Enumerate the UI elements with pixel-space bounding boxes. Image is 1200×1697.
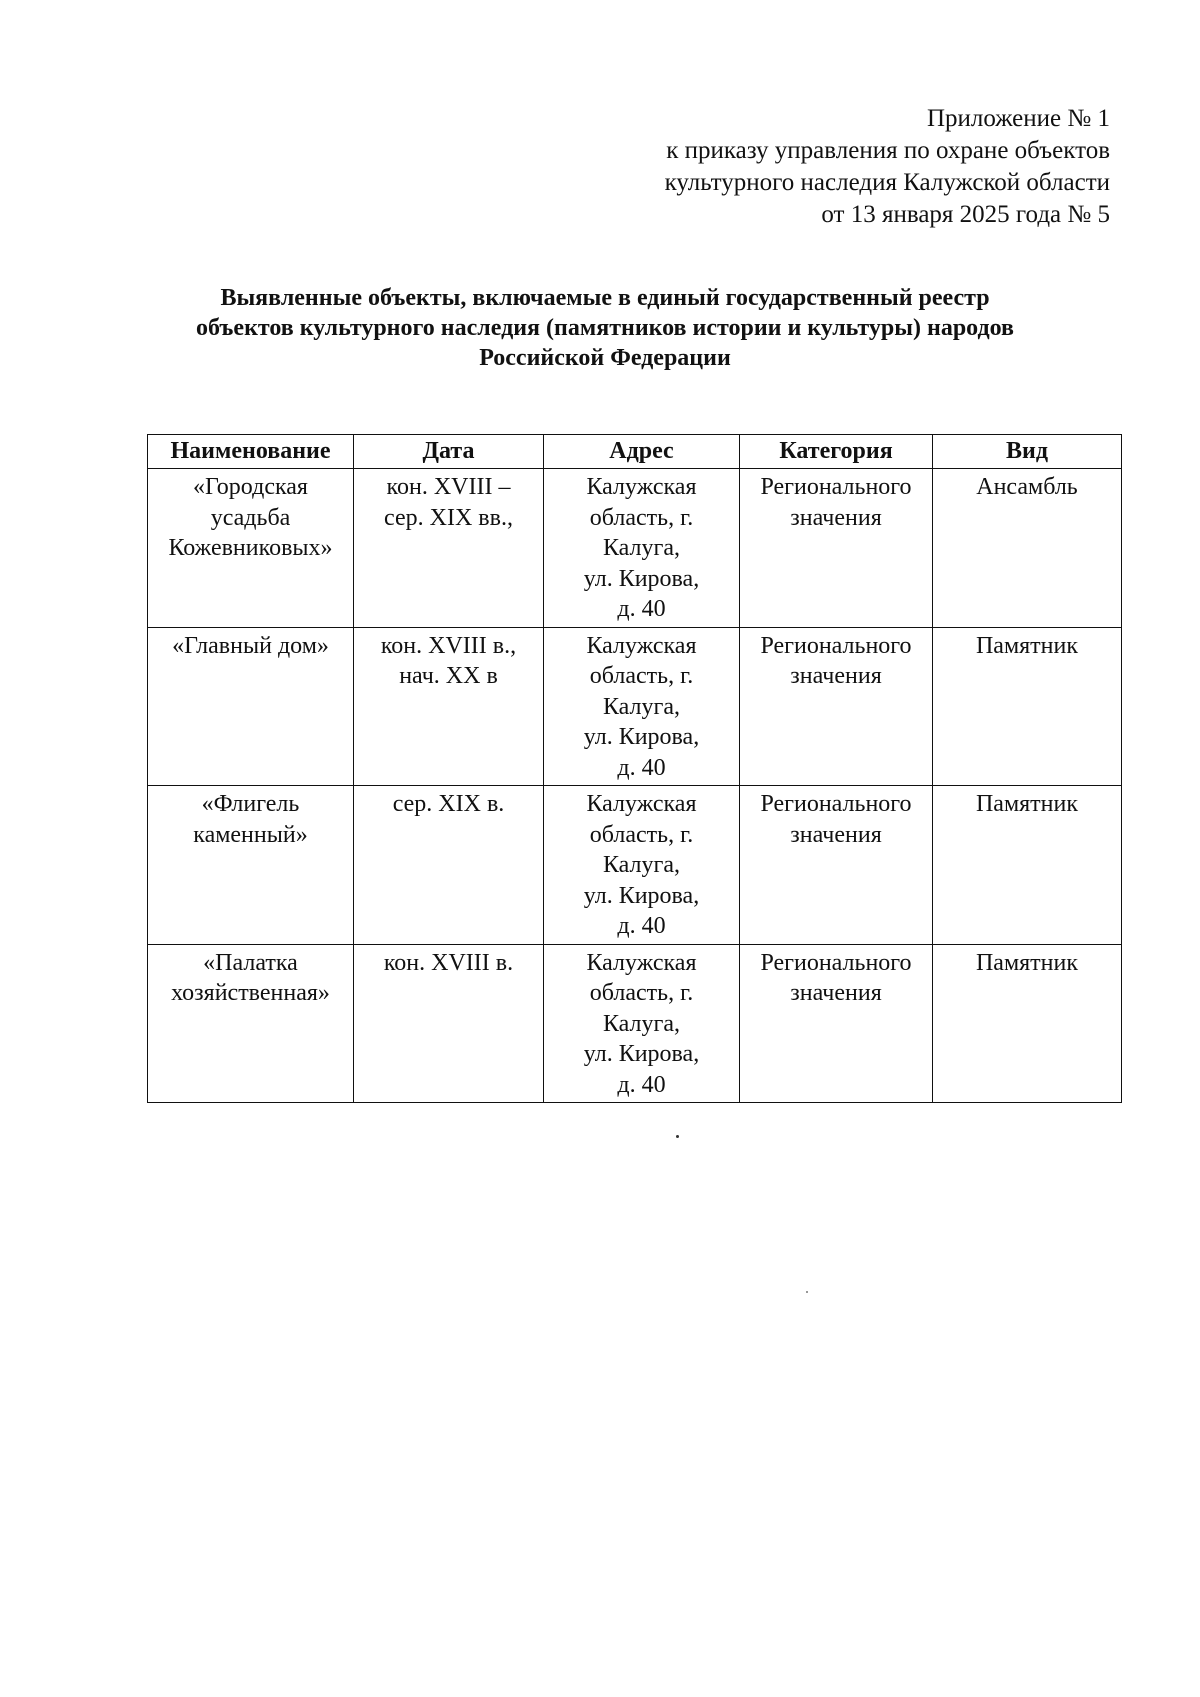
- cell-name: [148, 944, 354, 1103]
- cell-line: Памятник: [975, 632, 1079, 659]
- cell-line: «Палатка: [203, 949, 298, 976]
- appendix-date: от 13 января 2025 года № 5: [821, 201, 1110, 228]
- cell-date: [354, 944, 544, 1103]
- cell-line: «Главный дом»: [172, 632, 329, 659]
- table-row: [148, 786, 1122, 945]
- cell-date: [354, 469, 544, 628]
- appendix-order-ref: к приказу управления по охране объектов: [666, 137, 1110, 164]
- cell-line: Ансамбль: [976, 474, 1078, 500]
- column-header-address: Адрес: [544, 435, 740, 469]
- appendix-number: Приложение № 1: [926, 105, 1110, 132]
- cell-category: [740, 786, 933, 945]
- cell-line: значения: [790, 504, 882, 531]
- cell-kind: [933, 786, 1122, 945]
- cell-line: д. 40: [617, 596, 666, 622]
- scan-speck: [806, 1291, 808, 1293]
- cell-line: Калуга,: [602, 535, 681, 561]
- cell-kind: [933, 944, 1122, 1103]
- cell-line: сер. XIX в.: [392, 791, 505, 817]
- cell-address: [544, 627, 740, 786]
- scan-speck: [676, 1135, 679, 1138]
- table-row: [148, 944, 1122, 1103]
- document-title: [140, 283, 1070, 373]
- cell-line: Кожевниковых»: [168, 535, 333, 561]
- cell-line: значения: [790, 663, 882, 689]
- cell-line: д. 40: [617, 1071, 666, 1098]
- table-header-row: [148, 435, 1122, 469]
- cell-line: Калужская: [586, 791, 697, 817]
- cell-line: область, г.: [589, 821, 694, 848]
- cell-line: значения: [790, 980, 882, 1006]
- cell-line: хозяйственная»: [171, 980, 330, 1006]
- cell-line: Регионального: [760, 632, 912, 659]
- column-header-date: Дата: [354, 435, 544, 469]
- cell-name: [148, 469, 354, 628]
- table-row: [148, 469, 1122, 628]
- cell-address: [544, 944, 740, 1103]
- cell-line: Регионального: [760, 791, 912, 817]
- cell-line: кон. XVIII в.,: [380, 632, 517, 659]
- cell-line: Регионального: [760, 949, 912, 976]
- cell-line: «Городская: [193, 474, 308, 500]
- cell-address: [544, 786, 740, 945]
- cell-line: ул. Кирова,: [583, 724, 700, 750]
- column-header-category: Категория: [740, 435, 933, 469]
- document-title-line: объектов культурного наследия (памятников истории и культуры) народов: [196, 315, 1014, 341]
- cell-line: Памятник: [975, 791, 1079, 817]
- cell-name: [148, 786, 354, 945]
- cell-line: нач. XX в: [399, 663, 498, 689]
- cell-line: Регионального: [760, 474, 912, 500]
- heritage-objects-table: [147, 434, 1122, 1103]
- cell-line: Калужская: [586, 632, 697, 659]
- column-header-name: Наименование: [148, 435, 354, 469]
- cell-line: кон. XVIII в.: [383, 949, 514, 976]
- cell-line: Калужская: [586, 474, 697, 500]
- cell-address: [544, 469, 740, 628]
- cell-kind: [933, 627, 1122, 786]
- cell-line: каменный»: [193, 821, 308, 848]
- cell-category: [740, 469, 933, 628]
- document-title-line: Российской Федерации: [479, 345, 731, 371]
- cell-date: [354, 627, 544, 786]
- cell-line: кон. XVIII –: [386, 474, 511, 500]
- cell-category: [740, 944, 933, 1103]
- cell-line: значения: [790, 821, 882, 848]
- table-row: [148, 627, 1122, 786]
- column-header-kind: Вид: [933, 435, 1122, 469]
- cell-line: сер. XIX вв.,: [384, 504, 513, 531]
- cell-date: [354, 786, 544, 945]
- cell-kind: [933, 469, 1122, 628]
- cell-line: Памятник: [975, 949, 1079, 976]
- cell-line: Калужская: [586, 949, 697, 976]
- cell-line: Калуга,: [602, 1010, 681, 1037]
- cell-line: Калуга,: [602, 852, 681, 878]
- cell-line: Калуга,: [602, 693, 681, 720]
- appendix-header: [550, 103, 1110, 231]
- cell-line: «Флигель: [201, 791, 300, 817]
- cell-line: область, г.: [589, 504, 694, 531]
- cell-line: усадьба: [210, 504, 291, 531]
- cell-line: ул. Кирова,: [583, 882, 700, 909]
- cell-category: [740, 627, 933, 786]
- document-title-line: Выявленные объекты, включаемые в единый государственный реестр: [220, 285, 990, 311]
- cell-line: д. 40: [617, 913, 666, 939]
- appendix-authority: культурного наследия Калужской области: [664, 169, 1110, 196]
- cell-line: область, г.: [589, 980, 694, 1006]
- cell-name: [148, 627, 354, 786]
- cell-line: область, г.: [589, 663, 694, 689]
- cell-line: ул. Кирова,: [583, 1041, 700, 1067]
- cell-line: д. 40: [617, 754, 666, 781]
- cell-line: ул. Кирова,: [583, 565, 700, 592]
